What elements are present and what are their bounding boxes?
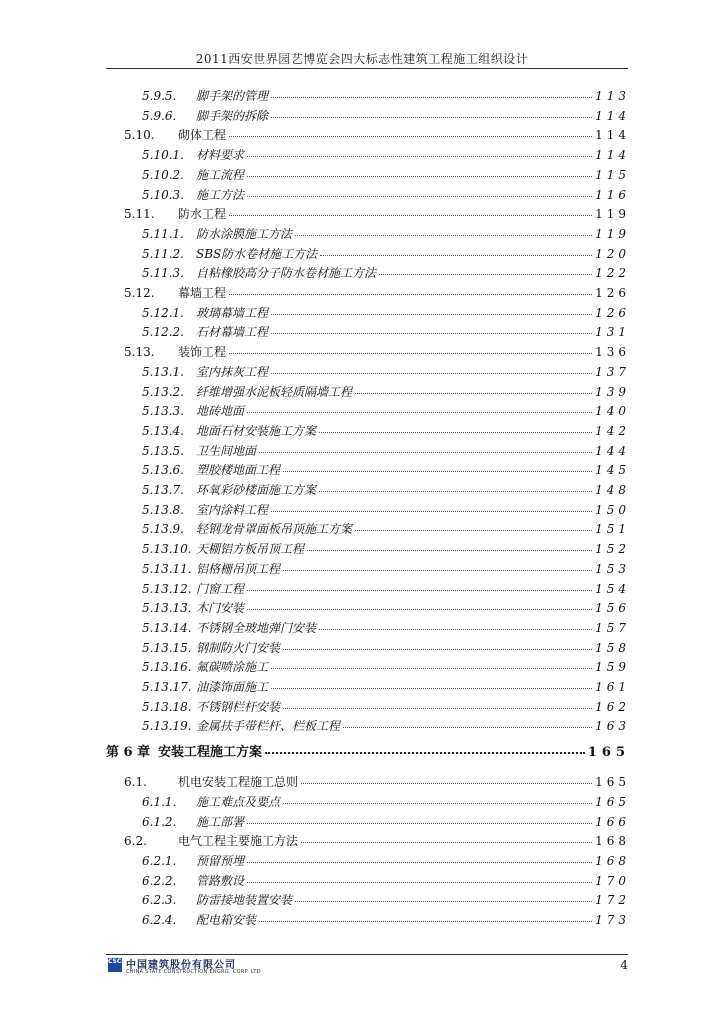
toc-entry-page: 113 xyxy=(595,89,630,103)
page-header: 2011西安世界园艺博览会四大标志性建筑工程施工组织设计 xyxy=(195,52,529,66)
toc-entry-title: 防水工程 xyxy=(178,207,227,222)
toc-entry-page: 159 xyxy=(595,660,630,675)
toc-entry-title: 预留预埋 xyxy=(196,853,245,868)
toc-dot-leader xyxy=(271,501,592,512)
toc-entry-page: 119 xyxy=(595,226,630,241)
toc-entry[interactable] xyxy=(142,814,630,830)
toc-entry[interactable] xyxy=(142,462,630,478)
toc-entry-page: 150 xyxy=(595,502,630,517)
toc-dot-leader xyxy=(247,852,592,863)
toc-entry-number: 5.13.3. xyxy=(142,404,184,419)
toc-entry-page: 163 xyxy=(595,719,630,734)
toc-entry-number: 5.13.9. xyxy=(142,522,184,537)
toc-entry-page: 165 xyxy=(595,775,630,790)
header-divider xyxy=(106,68,628,69)
toc-entry-number: 5.13.1. xyxy=(142,364,184,379)
toc-entry-page: 131 xyxy=(595,325,630,340)
toc-entry[interactable] xyxy=(142,541,630,557)
toc-entry-number: 5.12. xyxy=(124,286,155,300)
toc-entry-number: 5.13.2. xyxy=(142,384,184,399)
toc-entry-title: 管路敷设 xyxy=(196,873,245,888)
toc-dot-leader xyxy=(247,166,592,177)
toc-dot-leader xyxy=(265,742,585,754)
toc-entry-page: 161 xyxy=(595,680,630,694)
toc-entry-title: 氟碳喷涂施工 xyxy=(196,660,269,675)
toc-entry[interactable] xyxy=(142,147,630,163)
toc-entry-title: 室内抹灰工程 xyxy=(196,364,269,379)
toc-entry-title: 地砖地面 xyxy=(196,404,245,419)
toc-entry-number: 5.13.15. xyxy=(142,640,192,655)
toc-dot-leader xyxy=(283,698,592,709)
toc-entry-number: 5.9.5. xyxy=(142,89,177,103)
toc-dot-leader xyxy=(259,442,592,453)
toc-entry-page: 151 xyxy=(595,522,630,537)
toc-entry[interactable] xyxy=(142,699,630,715)
toc-entry-title: 施工方法 xyxy=(196,187,245,202)
toc-entry-number: 5.13.18. xyxy=(142,699,192,714)
toc-dot-leader xyxy=(247,599,592,610)
toc-entry[interactable] xyxy=(124,206,630,222)
toc-entry-page: 170 xyxy=(595,873,630,888)
toc-dot-leader xyxy=(229,343,592,354)
toc-entry-number: 第 6 章 xyxy=(106,745,151,761)
toc-entry-page: 162 xyxy=(595,699,630,714)
toc-entry-page: 140 xyxy=(595,404,630,419)
toc-entry-number: 5.11.1. xyxy=(142,226,184,241)
toc-entry-number: 6.2.3. xyxy=(142,893,177,908)
toc-entry-page: 114 xyxy=(595,108,630,123)
toc-entry[interactable] xyxy=(142,482,630,498)
toc-entry[interactable] xyxy=(142,246,630,262)
toc-entry-title: 不锈钢全玻地弹门安装 xyxy=(196,620,317,635)
toc-entry[interactable] xyxy=(142,561,630,577)
toc-entry-number: 5.11.2. xyxy=(142,246,184,261)
toc-entry-title: 配电箱安装 xyxy=(196,913,257,927)
toc-entry[interactable] xyxy=(142,794,630,810)
toc-entry-number: 5.13.17. xyxy=(142,680,192,694)
toc-dot-leader xyxy=(283,639,592,650)
toc-entry-page: 168 xyxy=(595,853,630,868)
toc-dot-leader xyxy=(283,793,592,804)
toc-dot-leader xyxy=(355,520,592,531)
toc-entry-page: 156 xyxy=(595,601,630,616)
toc-entry-page: 115 xyxy=(595,167,630,182)
toc-entry-number: 5.13.6. xyxy=(142,463,184,478)
toc-entry-number: 5.13.10. xyxy=(142,542,192,557)
toc-dot-leader xyxy=(343,717,592,728)
toc-entry[interactable] xyxy=(142,718,630,734)
toc-dot-leader xyxy=(295,891,592,902)
toc-entry-title: 安装工程施工方案 xyxy=(158,745,263,761)
toc-entry-title: SBS防水卷材施工方法 xyxy=(196,246,318,261)
toc-entry-page: 166 xyxy=(595,814,630,829)
toc-dot-leader xyxy=(247,813,592,824)
toc-entry-page: 153 xyxy=(595,561,630,576)
toc-entry[interactable] xyxy=(124,127,630,143)
toc-entry-title: 施工流程 xyxy=(196,167,245,182)
toc-entry[interactable] xyxy=(142,502,630,518)
footer-company-name: 中国建筑股份有限公司 xyxy=(126,960,236,971)
toc-entry-page: 126 xyxy=(595,305,630,320)
toc-dot-leader xyxy=(271,107,592,118)
toc-entry-page: 126 xyxy=(595,286,630,300)
toc-entry-page: 142 xyxy=(595,423,630,438)
toc-entry-title: 幕墙工程 xyxy=(178,286,227,300)
toc-entry-title: 施工部署 xyxy=(196,814,245,829)
toc-dot-leader xyxy=(320,245,592,256)
toc-dot-leader xyxy=(319,619,592,630)
toc-dot-leader xyxy=(271,678,592,689)
toc-entry-title: 环氧彩砂楼面施工方案 xyxy=(196,483,317,497)
toc-entry-number: 6.2.2. xyxy=(142,873,177,888)
toc-entry-page: 173 xyxy=(595,913,630,927)
toc-entry-page: 137 xyxy=(595,364,630,379)
toc-entry-number: 6.1. xyxy=(124,775,147,790)
toc-entry-number: 5.11. xyxy=(124,207,155,222)
toc-entry-page: 139 xyxy=(595,384,630,399)
toc-entry-page: 116 xyxy=(595,187,630,202)
toc-entry-title: 玻璃幕墙工程 xyxy=(196,305,269,320)
toc-entry-page: 119 xyxy=(595,207,630,222)
toc-dot-leader xyxy=(295,225,592,236)
page-number: 4 xyxy=(620,958,628,972)
toc-entry-page: 158 xyxy=(595,640,630,655)
toc-entry-title: 油漆饰面施工 xyxy=(196,680,269,694)
toc-entry[interactable] xyxy=(142,912,630,928)
toc-entry-title: 防雷接地装置安装 xyxy=(196,893,293,908)
toc-entry[interactable] xyxy=(142,364,630,380)
toc-entry-page: 114 xyxy=(595,128,630,143)
toc-entry[interactable] xyxy=(142,443,630,459)
toc-entry[interactable] xyxy=(142,403,630,419)
toc-entry-title: 施工难点及要点 xyxy=(196,794,281,809)
toc-entry[interactable] xyxy=(142,324,630,340)
toc-entry[interactable] xyxy=(142,521,630,537)
toc-entry-title: 电气工程主要施工方法 xyxy=(178,834,299,849)
toc-entry-number: 5.13.14. xyxy=(142,620,192,635)
toc-dot-leader xyxy=(229,205,592,216)
toc-entry[interactable] xyxy=(142,892,630,908)
toc-dot-leader xyxy=(247,580,592,591)
toc-entry-title: 砌体工程 xyxy=(178,128,227,143)
toc-entry-title: 轻钢龙骨罩面板吊顶施工方案 xyxy=(196,522,353,537)
toc-entry-number: 6.2. xyxy=(124,834,147,849)
toc-entry[interactable] xyxy=(142,620,630,636)
toc-entry-title: 木门安装 xyxy=(196,601,245,616)
toc-entry[interactable] xyxy=(142,853,630,869)
toc-entry-page: 144 xyxy=(595,443,630,458)
toc-dot-leader xyxy=(319,481,592,492)
toc-entry[interactable] xyxy=(142,384,630,400)
toc-dot-leader xyxy=(271,87,592,98)
toc-entry-page: 136 xyxy=(595,345,630,360)
toc-entry-title: 脚手架的拆除 xyxy=(196,108,269,123)
toc-dot-leader xyxy=(301,832,592,843)
toc-entry-page: 152 xyxy=(595,542,630,557)
toc-dot-leader xyxy=(379,264,592,275)
toc-entry[interactable] xyxy=(124,344,630,360)
toc-entry-page: 148 xyxy=(595,483,630,497)
toc-entry[interactable] xyxy=(142,305,630,321)
toc-entry-page: 122 xyxy=(595,266,630,281)
toc-entry-page: 154 xyxy=(595,581,630,596)
toc-entry-number: 5.13. xyxy=(124,345,155,360)
toc-entry-number: 5.13.8. xyxy=(142,502,184,517)
toc-entry[interactable] xyxy=(142,659,630,675)
toc-entry[interactable] xyxy=(142,679,630,695)
toc-entry-title: 卫生间地面 xyxy=(196,443,257,458)
toc-dot-leader xyxy=(271,323,592,334)
toc-entry-number: 5.13.13. xyxy=(142,601,192,616)
toc-entry-number: 5.12.2. xyxy=(142,325,184,340)
toc-entry-title: 塑胶楼地面工程 xyxy=(196,463,281,478)
toc-entry-number: 5.10.3. xyxy=(142,187,184,202)
toc-entry-title: 石材幕墙工程 xyxy=(196,325,269,340)
footer-divider xyxy=(106,954,628,955)
toc-dot-leader xyxy=(229,126,592,137)
toc-entry-title: 防水涂膜施工方法 xyxy=(196,226,293,241)
toc-entry[interactable] xyxy=(142,88,630,104)
toc-entry-number: 5.13.19. xyxy=(142,719,192,734)
toc-entry[interactable] xyxy=(142,873,630,889)
toc-entry-title: 自粘橡胶高分子防水卷材施工方法 xyxy=(196,266,377,281)
toc-entry-title: 不锈钢栏杆安装 xyxy=(196,699,281,714)
toc-entry-number: 6.1.2. xyxy=(142,814,177,829)
toc-chapter[interactable] xyxy=(106,744,630,761)
toc-entry[interactable] xyxy=(142,226,630,242)
toc-dot-leader xyxy=(307,540,592,551)
toc-entry[interactable] xyxy=(142,581,630,597)
toc-entry-number: 5.13.4. xyxy=(142,423,184,438)
toc-entry-title: 金属扶手带栏杆、栏板工程 xyxy=(196,719,341,734)
toc-entry-number: 5.13.12. xyxy=(142,581,192,596)
toc-entry-title: 装饰工程 xyxy=(178,345,227,360)
toc-entry-number: 5.13.5. xyxy=(142,443,184,458)
toc-entry[interactable] xyxy=(142,600,630,616)
toc-entry-title: 脚手架的管理 xyxy=(196,89,269,103)
toc-entry[interactable] xyxy=(124,833,630,849)
toc-entry-page: 168 xyxy=(595,834,630,849)
toc-entry[interactable] xyxy=(124,774,630,790)
toc-entry-page: 114 xyxy=(595,148,630,163)
toc-dot-leader xyxy=(283,560,592,571)
toc-entry-number: 5.13.7. xyxy=(142,483,184,497)
company-logo-icon: CSCEC xyxy=(108,958,122,972)
toc-entry-title: 室内涂料工程 xyxy=(196,502,269,517)
toc-entry-number: 5.10.2. xyxy=(142,167,184,182)
toc-entry-number: 5.13.16. xyxy=(142,660,192,675)
toc-entry-title: 门窗工程 xyxy=(196,581,245,596)
toc-entry-page: 157 xyxy=(595,620,630,635)
toc-entry-page: 172 xyxy=(595,893,630,908)
toc-entry[interactable] xyxy=(142,265,630,281)
toc-entry-number: 6.2.1. xyxy=(142,853,177,868)
toc-dot-leader xyxy=(301,773,592,784)
toc-entry-title: 铝格栅吊顶工程 xyxy=(196,561,281,576)
toc-dot-leader xyxy=(229,284,592,295)
toc-entry-page: 165 xyxy=(595,794,630,809)
toc-entry-title: 地面石材安装施工方案 xyxy=(196,423,317,438)
toc-dot-leader xyxy=(247,402,592,413)
toc-entry-title: 机电安装工程施工总则 xyxy=(178,775,299,790)
toc-entry-title: 天棚铝方板吊顶工程 xyxy=(196,542,305,557)
toc-dot-leader xyxy=(271,658,592,669)
toc-dot-leader xyxy=(319,422,592,433)
toc-entry[interactable] xyxy=(142,167,630,183)
toc-entry[interactable] xyxy=(142,187,630,203)
footer-company-name-en: CHINA STATE CONSTRUCTION ENGRG. CORP. LTD xyxy=(126,969,261,975)
toc-entry-title: 钢制防火门安装 xyxy=(196,640,281,655)
toc-dot-leader xyxy=(271,304,592,315)
toc-dot-leader xyxy=(247,872,592,883)
toc-entry-number: 5.9.6. xyxy=(142,108,177,123)
toc-entry-number: 5.11.3. xyxy=(142,266,184,281)
toc-entry[interactable] xyxy=(142,108,630,124)
toc-entry-title: 材料要求 xyxy=(196,148,245,163)
toc-entry-number: 5.10. xyxy=(124,128,155,143)
toc-entry-number: 5.12.1. xyxy=(142,305,184,320)
toc-entry-number: 6.1.1. xyxy=(142,794,177,809)
toc-entry[interactable] xyxy=(142,423,630,439)
toc-entry-page: 120 xyxy=(595,246,630,261)
toc-entry-number: 6.2.4. xyxy=(142,913,177,927)
toc-dot-leader xyxy=(283,461,592,472)
toc-entry-number: 5.10.1. xyxy=(142,148,184,163)
toc-entry-title: 纤维增强水泥板轻质隔墙工程 xyxy=(196,384,353,399)
toc-dot-leader xyxy=(355,383,592,394)
toc-dot-leader xyxy=(247,146,592,157)
toc-dot-leader xyxy=(259,911,592,922)
toc-dot-leader xyxy=(247,186,592,197)
toc-entry-page: 165 xyxy=(587,745,630,761)
toc-entry-number: 5.13.11. xyxy=(142,561,192,576)
toc-entry[interactable] xyxy=(124,285,630,301)
toc-entry[interactable] xyxy=(142,640,630,656)
toc-dot-leader xyxy=(271,363,592,374)
toc-entry-page: 145 xyxy=(595,463,630,478)
